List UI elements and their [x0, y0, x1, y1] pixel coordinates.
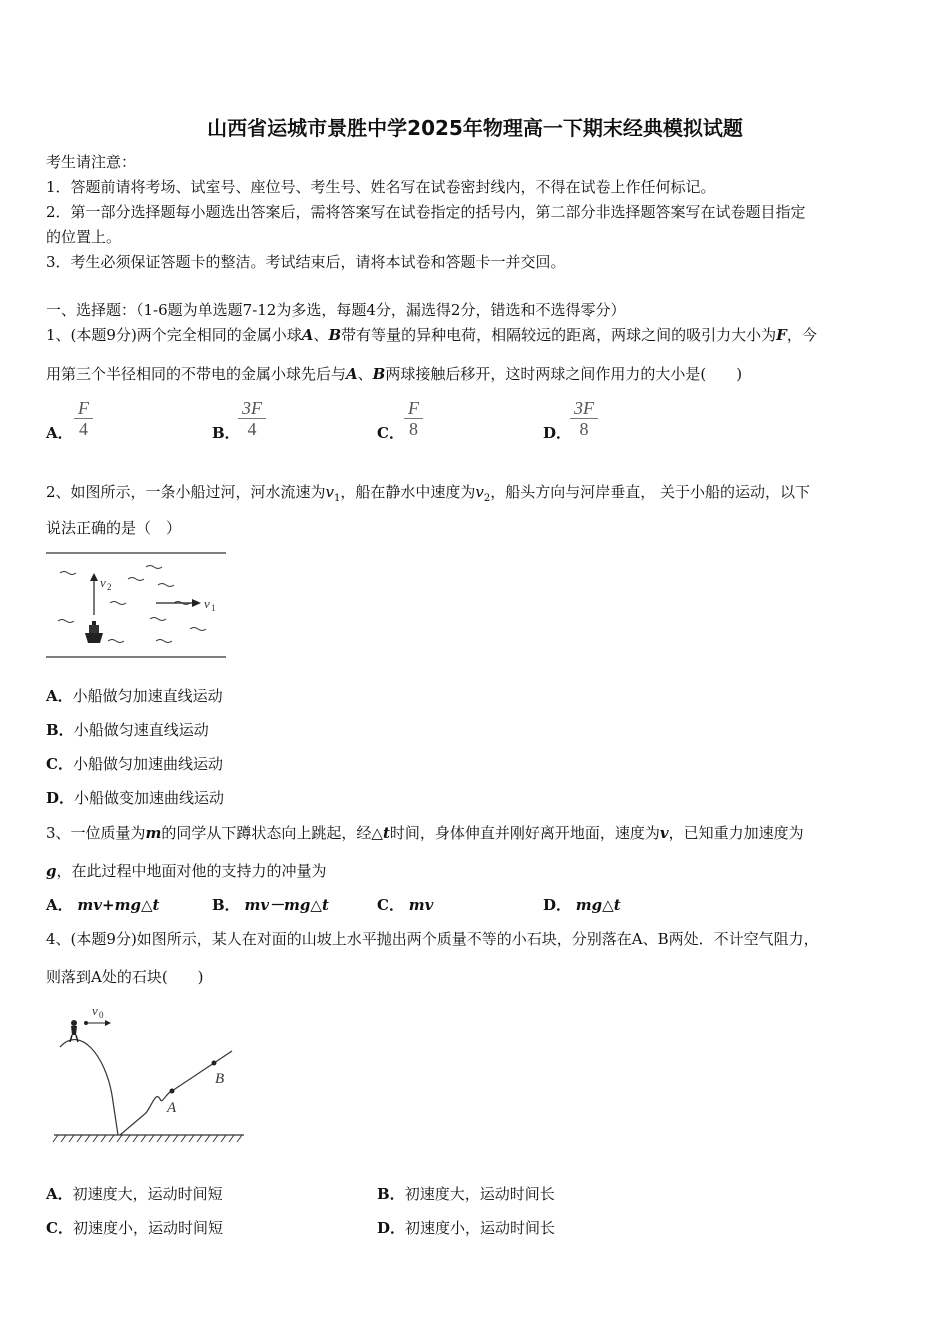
q3-option-b	[212, 895, 329, 915]
q2-text: 2、如图所示，一条小船过河，河水流速为	[46, 483, 326, 501]
option-text: 小船做匀加速曲线运动	[72, 755, 223, 773]
fraction-denominator: 4	[247, 419, 257, 439]
q1-text-e: 两球接触后移开，这时两球之间作用力的大小是( )	[385, 365, 743, 383]
q3-text: 3、一位质量为	[46, 824, 146, 842]
river-boat-diagram	[44, 545, 230, 663]
boat-icon	[85, 621, 103, 643]
option-label: D．	[543, 896, 572, 914]
option-label: A．	[46, 1185, 73, 1203]
fraction-numerator: 3F	[242, 398, 262, 418]
v1-label: v	[204, 596, 210, 611]
option-label: A．	[46, 896, 73, 914]
q4-option-b	[377, 1184, 555, 1204]
q3-option-a	[46, 895, 159, 915]
q1-option-c-fraction	[404, 398, 423, 439]
v1-arrowhead	[192, 599, 201, 607]
q2-v2-sub: 2	[483, 493, 491, 504]
q1-var-a: A	[301, 326, 314, 344]
q2-v2: v	[475, 483, 484, 501]
q3-text-e: ，在此过程中地面对他的支持力的冲量为	[56, 862, 327, 880]
option-text: mv+mg△t	[77, 896, 160, 914]
v0-subscript: 0	[99, 1010, 104, 1020]
ground-hatching	[53, 1135, 242, 1142]
q2-v1-sub: 1	[334, 493, 341, 504]
cliff-outline	[60, 1040, 118, 1135]
q4-option-a	[46, 1184, 223, 1204]
q1-var-b: B	[328, 326, 342, 344]
v0-label: v	[92, 1003, 98, 1018]
option-text: 小船做匀速直线运动	[73, 721, 209, 739]
point-a-dot	[170, 1089, 175, 1094]
option-text: 初速度大，运动时间短	[72, 1185, 223, 1203]
q3-var-g: g	[46, 862, 57, 880]
option-label: B．	[46, 721, 74, 739]
q2-v1: v	[325, 483, 335, 501]
fraction-denominator: 4	[79, 419, 88, 439]
section-header: 一、选择题：（1-6题为单选题7-12为多选，每题4分，漏选得2分，错选和不选得零分）	[46, 301, 626, 319]
q1-option-b-fraction	[238, 398, 266, 439]
q1-text-c: ，今	[786, 326, 817, 344]
q1-option-a-fraction	[74, 398, 93, 439]
q2-option-a	[46, 686, 223, 706]
q1-option-b-label: B．	[212, 424, 240, 442]
option-label: D．	[377, 1219, 406, 1237]
option-text: 初速度小，运动时间长	[405, 1219, 556, 1237]
notice-item-1: 1．答题前请将考场、试室号、座位号、考生号、姓名写在试卷密封线内，不得在试卷上作任何标记。	[46, 178, 716, 196]
q1-line1	[46, 325, 817, 345]
v1-subscript: 1	[211, 603, 216, 613]
notice-item-2: 2．第一部分选择题每小题选出答案后，需将答案写在试卷指定的括号内，第二部分非选择题答案写在试卷题目指定	[46, 203, 806, 221]
q3-option-d	[543, 895, 621, 915]
q3-var-t: t	[382, 824, 390, 842]
v2-arrowhead	[90, 573, 98, 581]
option-label: A．	[46, 687, 73, 705]
q2-text-b: ，船在静水中速度为	[340, 483, 476, 501]
q3-line2	[46, 861, 327, 881]
v0-arrowhead	[105, 1020, 111, 1026]
notice-item-3: 3．考生必须保证答题卡的整洁。考试结束后，请将本试卷和答题卡一并交回。	[46, 253, 566, 271]
q1-var-a2: A	[346, 365, 358, 383]
q4-line1: 4、(本题9分)如图所示，某人在对面的山坡上水平抛出两个质量不等的小石块，分别落在A、B两处．不计空气阻力，	[46, 930, 819, 948]
option-label: C．	[377, 896, 404, 914]
v2-subscript: 2	[107, 582, 112, 592]
q1-var-f: F	[776, 326, 787, 344]
q3-var-v: v	[659, 824, 669, 842]
q4-line2: 则落到A处的石块( )	[46, 968, 204, 986]
slope-projectile-diagram	[50, 995, 250, 1145]
q3-option-c	[377, 895, 433, 915]
option-text: 初速度大，运动时间长	[404, 1185, 555, 1203]
option-text: mg△t	[575, 896, 621, 914]
q1-text: 1、(本题9分)两个完全相同的金属小球	[46, 326, 302, 344]
q1-text-b: 带有等量的异种电荷，相隔较远的距离，两球之间的吸引力大小为	[341, 326, 777, 344]
q4-option-d	[377, 1218, 555, 1238]
notice-item-2-cont: 的位置上。	[46, 228, 122, 246]
q2-line1	[46, 482, 810, 509]
q3-text-c: 时间，身体伸直并刚好离开地面，速度为	[389, 824, 660, 842]
q1-option-d-fraction	[570, 398, 598, 439]
q2-text-c: ，船头方向与河岸垂直， 关于小船的运动，以下	[490, 483, 811, 501]
q1-sep: 、	[313, 326, 329, 344]
q3-text-d: ，已知重力加速度为	[668, 824, 804, 842]
fraction-denominator: 8	[409, 419, 418, 439]
q1-option-a-label: A．	[46, 424, 73, 442]
q3-var-m: m	[145, 824, 162, 842]
option-text: 小船做变加速曲线运动	[74, 789, 225, 807]
point-b-dot	[212, 1061, 217, 1066]
option-label: C．	[46, 755, 73, 773]
q2-option-b	[46, 720, 209, 740]
q3-line1	[46, 823, 804, 843]
q3-text-b: 的同学从下蹲状态向上跳起，经△	[161, 824, 383, 842]
fraction-numerator: 3F	[574, 398, 594, 418]
point-a-label: A	[167, 1100, 177, 1116]
q1-sep2: 、	[357, 365, 373, 383]
person-icon	[70, 1020, 78, 1042]
option-text: mv	[408, 896, 434, 914]
q2-option-c	[46, 754, 223, 774]
q1-option-c-label: C．	[377, 424, 404, 442]
notice-heading: 考生请注意：	[46, 153, 137, 171]
option-text: 小船做匀加速直线运动	[72, 687, 223, 705]
q4-option-c	[46, 1218, 223, 1238]
v2-label: v	[100, 575, 106, 590]
q2-line2: 说法正确的是（ ）	[46, 519, 182, 537]
point-b-label: B	[215, 1071, 225, 1087]
option-label: B．	[377, 1185, 405, 1203]
fraction-numerator: F	[78, 398, 89, 418]
option-text: 初速度小，运动时间短	[72, 1219, 223, 1237]
page-title: 山西省运城市景胜中学2025年物理高一下期末经典模拟试题	[207, 116, 743, 140]
q1-line2	[46, 364, 742, 384]
q1-var-b2: B	[372, 365, 386, 383]
option-label: B．	[212, 896, 240, 914]
water-waves	[58, 566, 206, 643]
q1-text-d: 用第三个半径相同的不带电的金属小球先后与	[46, 365, 347, 383]
fraction-numerator: F	[408, 398, 419, 418]
option-label: D．	[46, 789, 75, 807]
option-label: C．	[46, 1219, 73, 1237]
option-text: mv－mg△t	[244, 896, 329, 914]
q2-option-d	[46, 788, 224, 808]
q1-option-d-label: D．	[543, 424, 572, 442]
fraction-denominator: 8	[579, 419, 589, 439]
